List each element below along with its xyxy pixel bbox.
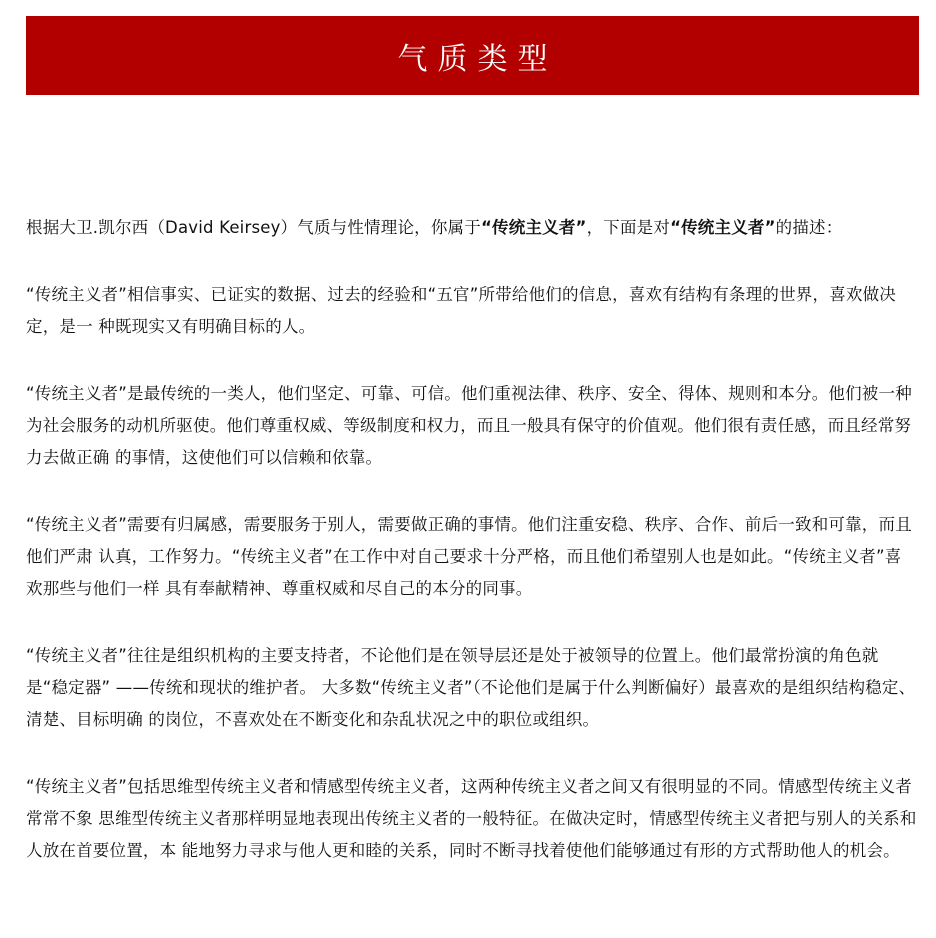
paragraph-4: “传统主义者”往往是组织机构的主要支持者，不论他们是在领导层还是处于被领导的位置上。他们最常扮演的角色就是“稳定器” ——传统和现状的维护者。 大多数“传统主义者”（不论他们是属于什么判断偏好）最喜欢的是组织结构稳定、清楚、目标明确 的岗位，不喜欢处在不断变化和杂乱状况之中的职位或组织。 xyxy=(26,646,916,729)
paragraph-2: “传统主义者”是最传统的一类人，他们坚定、可靠、可信。他们重视法律、秩序、安全、得体、规则和本分。他们被一种 为社会服务的动机所驱使。他们尊重权威、等级制度和权力，而且一般具有保守的价值观。他们很有责任感，而且经常努力去做正确 的事情，这使他们可以信赖和依靠。 xyxy=(26,384,912,467)
intro-suffix: 的描述： xyxy=(775,218,843,237)
intro-paragraph xyxy=(26,212,918,244)
type-name-highlight: “传统主义者” xyxy=(480,218,587,237)
paragraph-3: “传统主义者”需要有归属感，需要服务于别人，需要做正确的事情。他们注重安稳、秩序、合作、前后一致和可靠，而且他们严肃 认真，工作努力。“传统主义者”在工作中对自己要求十分严格，而且他们希望别人也是如此。“传统主义者”喜欢那些与他们一样 具有奉献精神、尊重权威和尽自己的本分的同事。 xyxy=(26,515,912,598)
document-body xyxy=(26,212,918,867)
paragraph-5: “传统主义者”包括思维型传统主义者和情感型传统主义者，这两种传统主义者之间又有很明显的不同。情感型传统主义者常常不象 思维型传统主义者那样明显地表现出传统主义者的一般特征。在做决定时，情感型传统主义者把与别人的关系和人放在首要位置，本 能地努力寻求与他人更和睦的关系，同时不断寻找着使他们能够通过有形的方式帮助他人的机会。 xyxy=(26,777,917,860)
type-name-highlight: “传统主义者” xyxy=(670,218,776,237)
title-banner xyxy=(26,16,919,95)
page-title: 气质类型 xyxy=(397,41,558,77)
intro-middle: ，下面是对 xyxy=(586,218,671,237)
intro-prefix: 根据大卫.凯尔西（David Keirsey）气质与性情理论，你属于 xyxy=(26,218,481,237)
paragraph-1: “传统主义者”相信事实、已证实的数据、过去的经验和“五官”所带给他们的信息，喜欢有结构有条理的世界，喜欢做决定，是一 种既现实又有明确目标的人。 xyxy=(26,285,896,336)
